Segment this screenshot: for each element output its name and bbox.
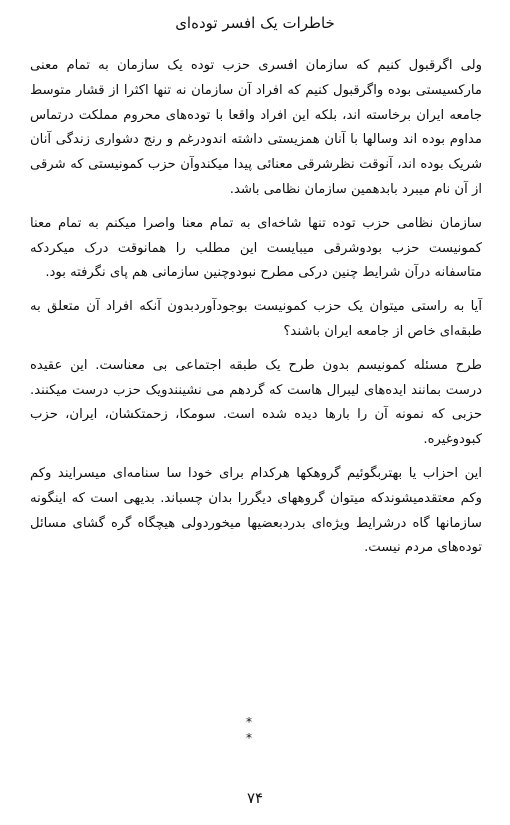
paragraph-3: آیا به راستی میتوان یک حزب کمونیست بوجودآوردبدون آنکه افراد آن متعلق به طبقه‌ای خاص از جامعه ایران باشند؟ bbox=[30, 299, 482, 339]
section-star-ornament: * bbox=[246, 731, 252, 745]
running-head-title: خاطرات یک افسر توده‌ای bbox=[175, 14, 335, 32]
body-text bbox=[30, 54, 482, 570]
paragraph-2: سازمان نظامی حزب توده تنها شاخه‌ای به تمام معنا واصرا میکنم به تمام معنا کمونیست حزب بودوشرقی میبایست این مطلب را همانوقت درک میکردکه متاسفانه درآن شرایط چنین درکی مطرح نبودوچنین سازمانی هم پای نگرفته بود. bbox=[30, 215, 482, 281]
paragraph-4: طرح مسئله کمونیسم بدون طرح یک طبقه اجتماعی بی معناست. این عقیده درست بمانند ایده‌های لیبرال هاست که گردهم می نشینندویک حزب درست میکنند. حزبی که نمونه آن را بارها دیده شده است. سومکا، زحمتکشان، ایران، حزب کبودوغیره. bbox=[30, 357, 482, 448]
paragraph-1: ولی اگرقبول کنیم که سازمان افسری حزب توده یک سازمان به تمام معنی مارکسیستی بوده واگرقبول کنیم که افراد آن سازمان نه تنها اکثرا از قشار متوسط جامعه ایران برخاسته اند، بلکه این افراد واقعا با توده‌های محروم مملکت درتماس مداوم بوده اند وسالها با آنان همزیستی داشته اندودرغم و رنج دشواری زندگی آنان شریک بوده اند، آنوقت نظرشرقی معنائی پیدا میکندوآن حزب کمونیستی که شرقی از آن نام میبرد بابدهمین سازمان نظامی باشد. bbox=[30, 58, 482, 197]
section-star-ornament: * bbox=[246, 715, 252, 729]
page-number: ۷۴ bbox=[246, 789, 264, 807]
paragraph-5: این احزاب یا بهتربگوئیم گروهکها هرکدام برای خودا سا سنامه‌ای میسرایند وکم وکم معتقدمیشوندکه میتوان گروههای دیگررا بدان چسباند. بدیهی است که اینگونه سازمانها گاه درشرایط ویژه‌ای بدردبعضیها میخوردولی هیچگاه گره گشای مسائل توده‌های مردم نیست. bbox=[30, 465, 482, 556]
